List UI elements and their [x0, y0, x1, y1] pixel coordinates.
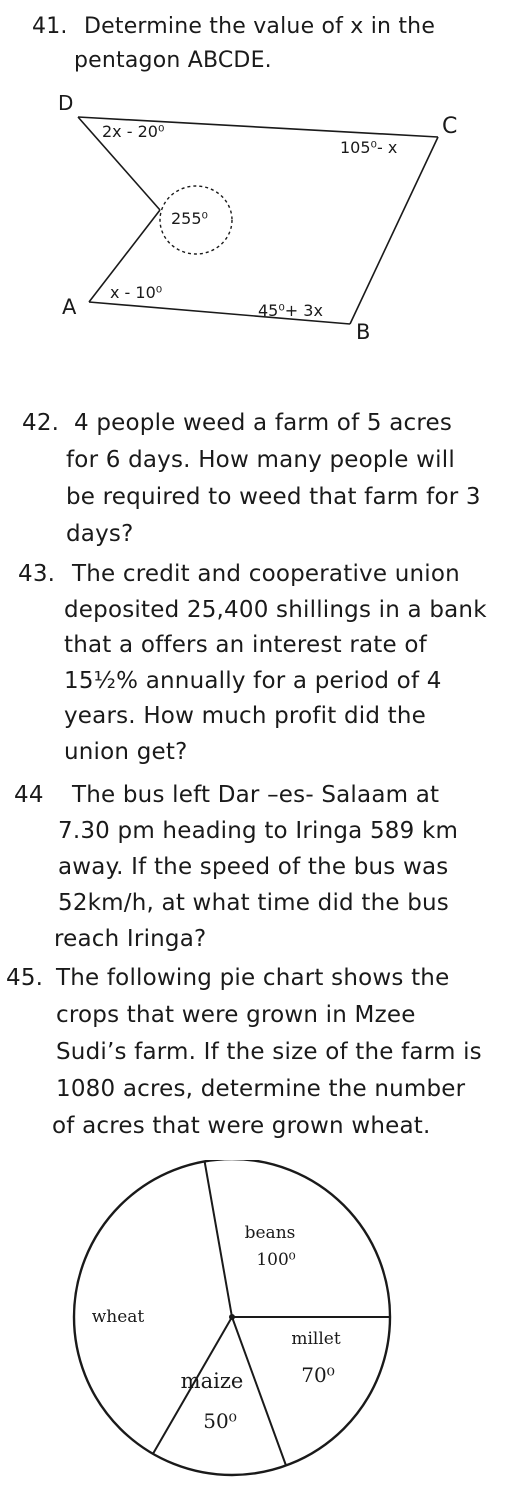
question-line: The bus left Dar –es- Salaam at	[72, 782, 440, 808]
question-text	[52, 960, 482, 1145]
pentagon-figure	[0, 0, 506, 370]
angle-label-d: 2x - 20⁰	[102, 122, 165, 141]
question-line: Determine the value of x in the	[84, 14, 436, 39]
pie-center-point	[229, 1314, 235, 1320]
question-line: crops that were grown in Mzee	[56, 1002, 416, 1028]
question-line: years. How much profit did the	[64, 703, 427, 729]
question-line: 15½% annually for a period of 4	[64, 667, 442, 694]
question-line: 4 people weed a farm of 5 acres	[74, 410, 453, 436]
pie-slice-boundary	[205, 1161, 232, 1317]
question-45	[6, 960, 482, 1145]
question-line: 7.30 pm heading to Iringa 589 km	[58, 818, 459, 844]
question-line: deposited 25,400 shillings in a bank	[64, 596, 487, 623]
question-line: The following pie chart shows the	[56, 965, 450, 991]
question-43	[18, 557, 487, 770]
question-number: 44	[14, 782, 44, 808]
question-line: reach Iringa?	[54, 926, 207, 952]
question-42	[22, 405, 481, 553]
question-number: 43.	[18, 561, 56, 587]
question-line: be required to weed that farm for 3	[66, 484, 481, 510]
question-line: days?	[66, 521, 134, 547]
angle-label-a: x - 10⁰	[110, 283, 163, 302]
angle-label-c: 105⁰- x	[340, 138, 398, 157]
vertex-label-d: D	[58, 91, 74, 115]
vertex-label-b: B	[356, 320, 371, 344]
question-line: 1080 acres, determine the number	[56, 1076, 466, 1102]
pie-slice-label-beans: beans	[244, 1223, 296, 1243]
angle-label-e: 255⁰	[171, 209, 208, 228]
question-line: that a offers an interest rate of	[64, 632, 427, 658]
vertex-label-c: C	[442, 114, 458, 139]
question-line: union get?	[64, 738, 188, 765]
question-text	[54, 777, 459, 957]
question-number: 42.	[22, 410, 60, 436]
question-line: The credit and cooperative union	[72, 561, 460, 587]
vertex-label-a: A	[62, 295, 77, 319]
pie-slice-value-maize: 50⁰	[203, 1409, 237, 1433]
edge-cb	[350, 137, 438, 324]
pie-slice-label-wheat: wheat	[91, 1307, 145, 1327]
pie-chart	[0, 1160, 506, 1490]
question-text	[66, 405, 481, 553]
question-line: for 6 days. How many people will	[66, 447, 455, 473]
question-44	[14, 777, 458, 957]
pie-slice-label-millet: millet	[291, 1329, 341, 1349]
angle-label-b: 45⁰+ 3x	[258, 301, 323, 320]
question-line: 52km/h, at what time did the bus	[58, 890, 449, 916]
question-line: Sudi’s farm. If the size of the farm is	[56, 1039, 482, 1065]
question-number: 41.	[32, 14, 68, 39]
pie-slice-label-maize: maize	[180, 1369, 244, 1393]
question-line: pentagon ABCDE.	[74, 48, 272, 73]
question-text	[64, 557, 487, 770]
pie-slice-value-millet: 70⁰	[301, 1363, 335, 1387]
pie-slice-value-beans: 100⁰	[256, 1250, 296, 1270]
question-line: of acres that were grown wheat.	[52, 1113, 431, 1139]
question-number: 45.	[6, 965, 44, 991]
question-line: away. If the speed of the bus was	[58, 854, 449, 880]
